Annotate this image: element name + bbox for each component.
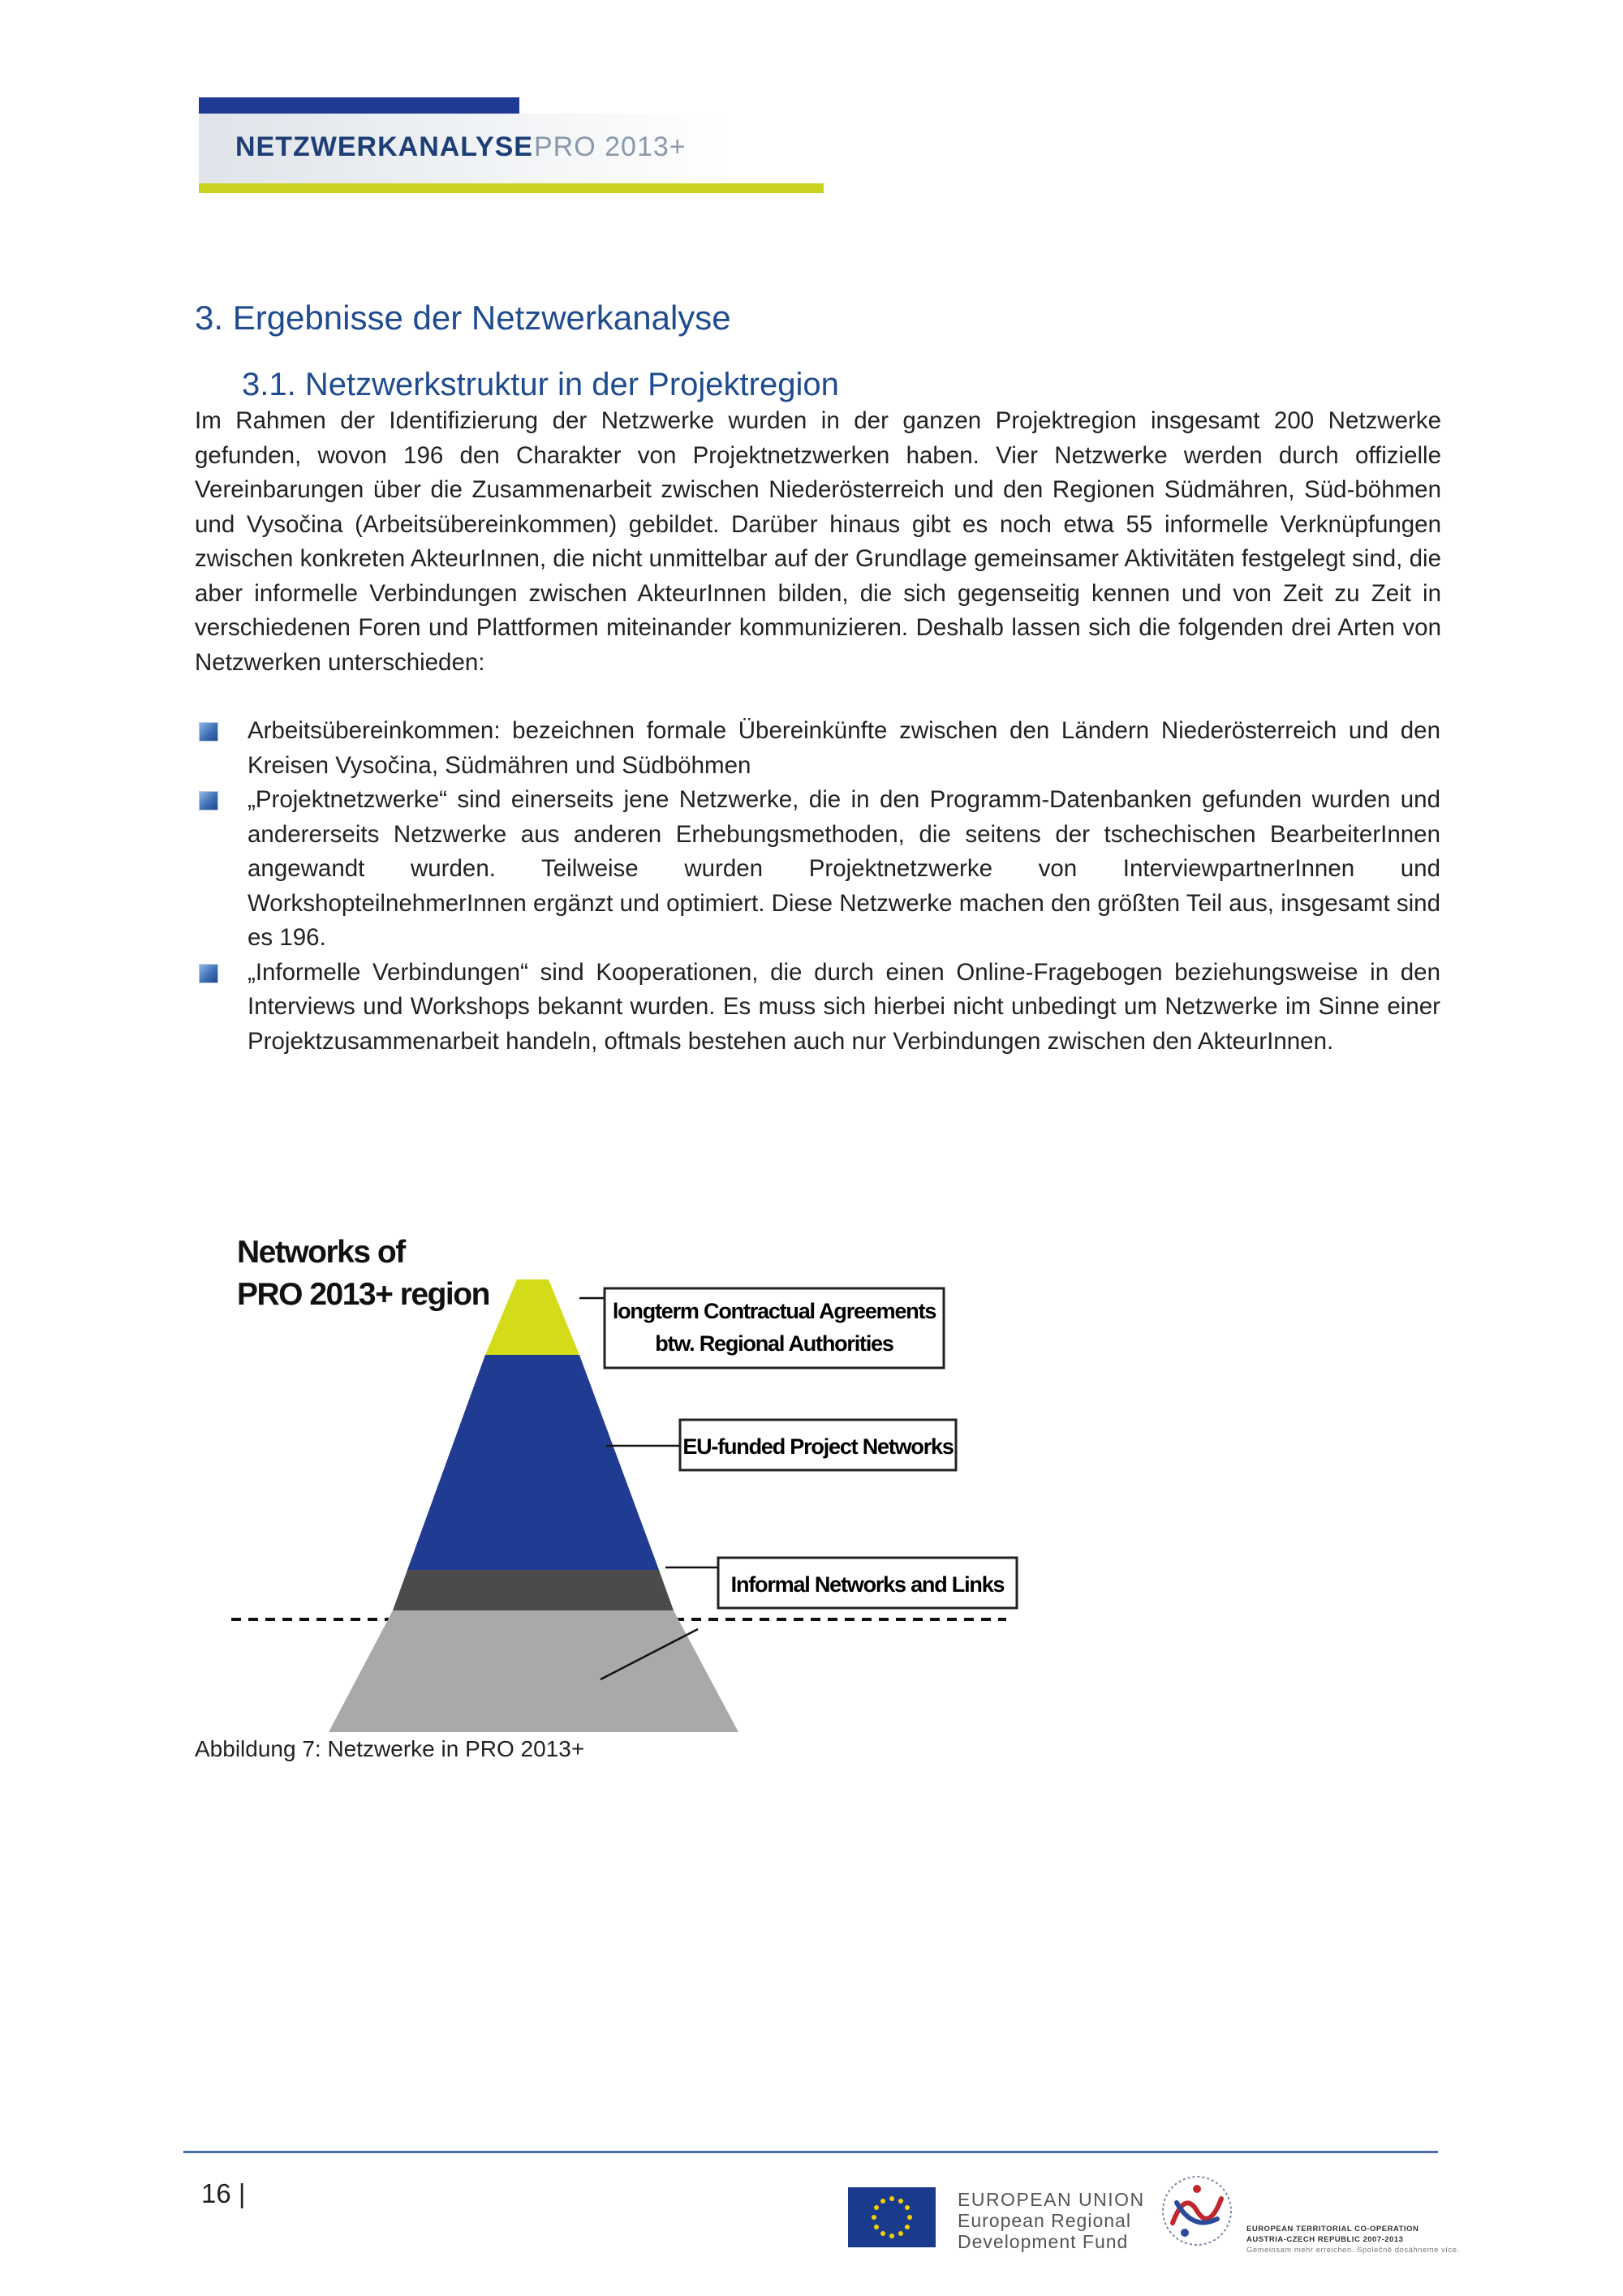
footer-divider — [183, 2151, 1438, 2153]
etc-program-logo-icon — [1152, 2166, 1242, 2255]
eu-union-text: EUROPEAN UNION — [958, 2189, 1145, 2210]
figure-title-line1: Networks of — [237, 1235, 405, 1270]
label-agreements-line2: btw. Regional Authorities — [655, 1331, 893, 1356]
label-agreements-line1: longterm Contractual Agreements — [612, 1299, 936, 1323]
pyramid-tier-eu-projects — [407, 1355, 659, 1570]
bullet-text: Arbeitsübereinkommen: bezeichnen formale Übereinkünfte zwischen den Ländern Niederösterreich und den Kreisen Vysočina, Südmähren und Südböhmen — [248, 717, 1440, 779]
pyramid-tier-informal — [393, 1570, 674, 1610]
network-pyramid-figure — [195, 1201, 1039, 1752]
pyramid-diagram — [195, 1201, 1039, 1752]
label-informal: Informal Networks and Links — [730, 1572, 1005, 1597]
bullet-list — [248, 714, 1440, 1059]
header-blue-bar — [199, 97, 519, 114]
bullet-text: „Projektnetzwerke“ sind einerseits jene Netzwerke, die in den Programm-Datenbanken gefunden wurden und andererseits Netzwerke aus anderen Erhebungsmethoden, die seitens der tschechischen BearbeiterInnen angewandt wurden. Teilweise wurden Projektnetzwerke von InterviewpartnerInnen und WorkshopteilnehmerInnen ergänzt und optimiert. Diese Netzwerke machen den größten Teil aus, insgesamt sind es 196. — [248, 786, 1440, 951]
figure-caption: Abbildung 7: Netzwerke in PRO 2013+ — [195, 1736, 585, 1761]
header-title: NETZWERKANALYSE — [235, 131, 533, 162]
pyramid-tier-apex — [485, 1279, 579, 1355]
etc-text-line3: Gemeinsam mehr erreichen. Společně dosáhneme více. — [1246, 2246, 1460, 2255]
bullet-text: „Informelle Verbindungen“ sind Kooperationen, die durch einen Online-Fragebogen beziehungsweise in den Interviews und Workshops bekannt wurden. Es muss sich hierbei nicht unbedingt um Netzwerke im Sinne einer Projektzusammenarbeit handeln, oftmals bestehen auch nur Verbindungen zwischen den AkteurInnen. — [248, 958, 1440, 1055]
list-item — [248, 714, 1440, 783]
header-green-bar — [199, 183, 824, 193]
body-paragraph: Im Rahmen der Identifizierung der Netzwerke wurden in der ganzen Projektregion insgesamt 200 Netzwerke gefunden, wovon 196 den Charakter von Projektnetzwerken haben. Vier Netzwerke werden durch offizielle Vereinbarungen über die Zusammenarbeit zwischen Niederösterreich und den Regionen Südmähren, Süd-böhmen und Vysočina (Arbeitsübereinkommen) gebildet. Darüber hinaus gibt es noch etwa 55 informelle Verknüpfungen zwischen konkreten AkteurInnen, die nicht unmittelbar auf der Grundlage gemeinsamer Aktivitäten festgelegt sind, die aber informelle Verbindungen zwischen AkteurInnen bilden, die sich gegenseitig kennen und von Zeit zu Zeit in verschiedenen Foren und Plattformen miteinander kommunizieren. Deshalb lassen sich die folgenden drei Arten von Netzwerken unterschieden: — [195, 407, 1441, 676]
eu-fund-text-line1: European Regional — [958, 2210, 1131, 2231]
etc-text-line2: AUSTRIA-CZECH REPUBLIC 2007-2013 — [1246, 2235, 1404, 2244]
list-item — [248, 783, 1440, 956]
eu-flag-icon — [848, 2187, 936, 2247]
section-heading: 3. Ergebnisse der Netzwerkanalyse — [195, 299, 731, 337]
list-item — [248, 956, 1440, 1060]
etc-text-line1: EUROPEAN TERRITORIAL CO-OPERATION — [1246, 2225, 1419, 2234]
eu-fund-text-line2: Development Fund — [958, 2231, 1129, 2252]
figure-title-line2: PRO 2013+ region — [237, 1277, 489, 1312]
header-subtitle: PRO 2013+ — [534, 131, 687, 162]
label-eu-networks: EU-funded Project Networks — [682, 1434, 954, 1459]
page-number: 16 | — [201, 2178, 246, 2208]
square-bullet-icon — [199, 964, 218, 983]
subsection-heading: 3.1. Netzwerkstruktur in der Projektregion — [242, 367, 839, 402]
pyramid-tier-base — [329, 1610, 738, 1732]
square-bullet-icon — [199, 722, 218, 742]
square-bullet-icon — [199, 791, 218, 810]
